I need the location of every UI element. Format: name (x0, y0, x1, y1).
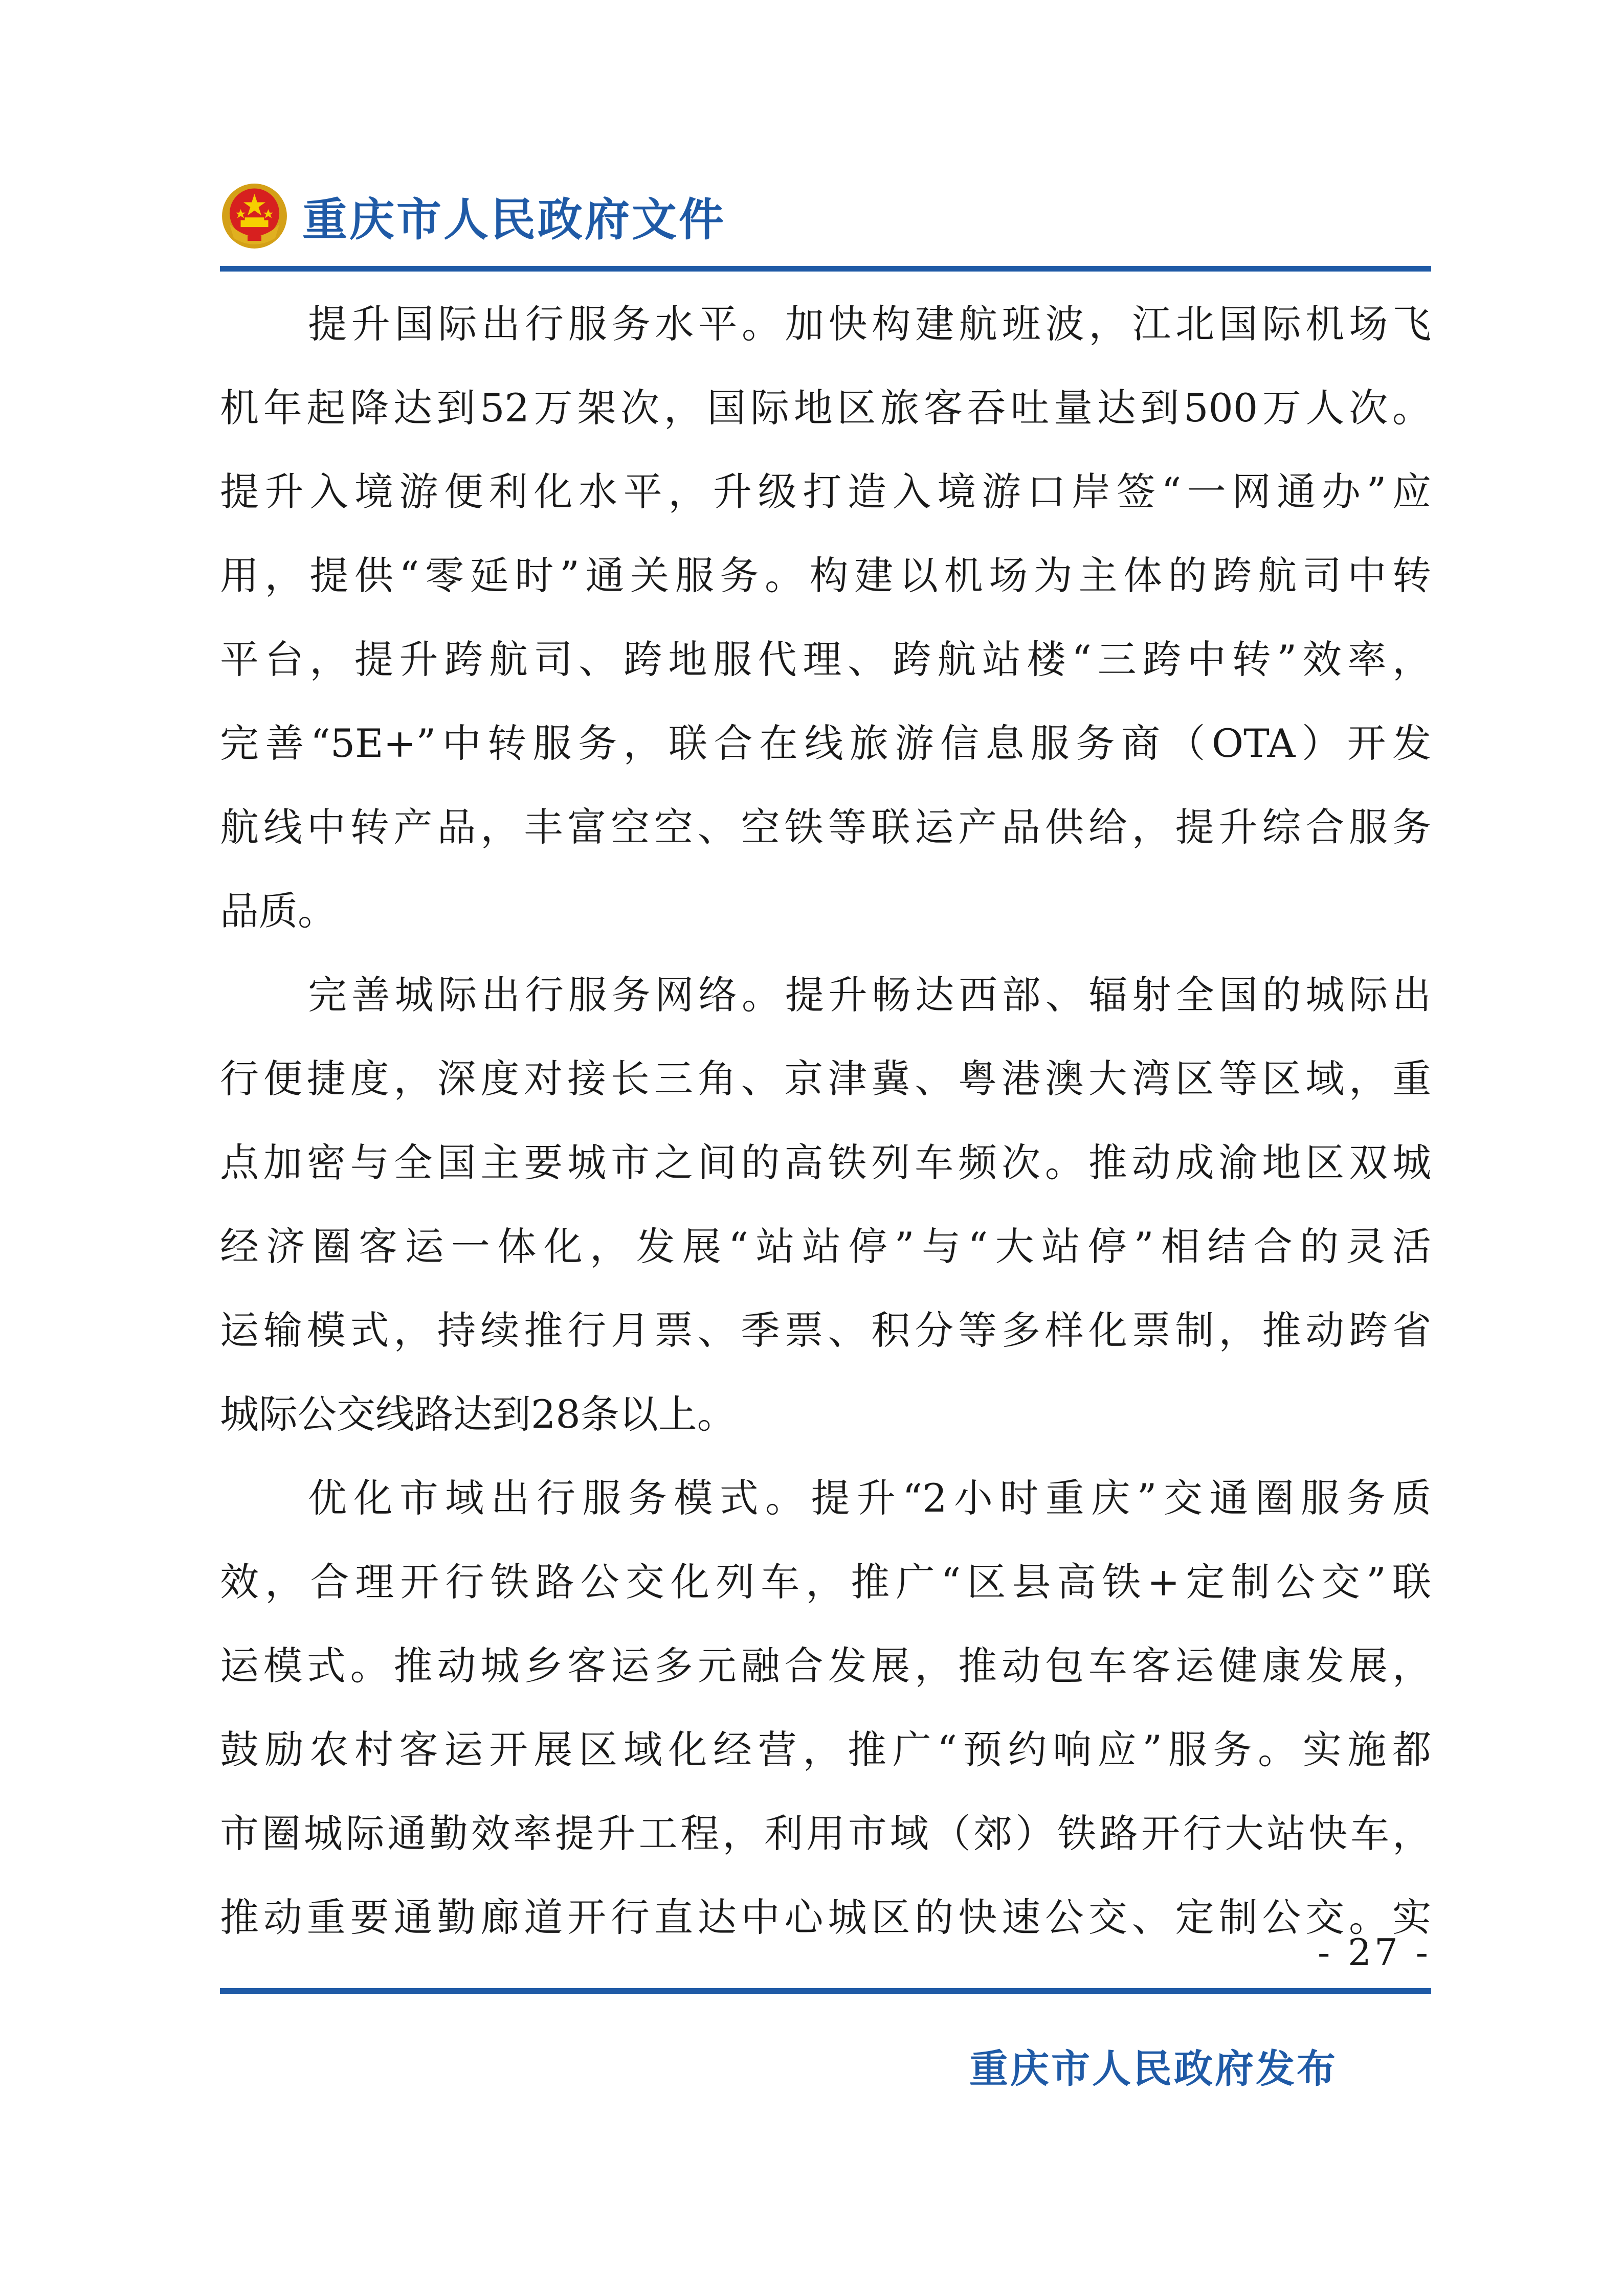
national-emblem-icon (220, 182, 289, 251)
text-line: 行便捷度，深度对接长三角、京津冀、粤港澳大湾区等区域，重 (220, 1056, 1431, 1101)
document-body (220, 282, 1431, 1960)
text-line: 完善城际出行服务网络。提升畅达西部、辐射全国的城际出 (308, 972, 1431, 1018)
text-line: 品质。 (220, 888, 337, 934)
text-line: 提升国际出行服务水平。加快构建航班波，江北国际机场飞 (308, 301, 1431, 347)
text-line: 点加密与全国主要城市之间的高铁列车频次。推动成渝地区双城 (220, 1140, 1431, 1185)
text-line: 机年起降达到52万架次，国际地区旅客吞吐量达到500万人次。 (220, 385, 1431, 431)
text-line: 运模式。推动城乡客运多元融合发展，推动包车客运健康发展， (220, 1643, 1431, 1689)
text-line: 完善“5E+”中转服务，联合在线旅游信息服务商（OTA）开发 (220, 721, 1431, 766)
text-line: 航线中转产品，丰富空空、空铁等联运产品供给，提升综合服务 (220, 804, 1431, 850)
paragraph (220, 1456, 1431, 1960)
header-divider (220, 266, 1431, 272)
text-line: 效，合理开行铁路公交化列车，推广“区县高铁+定制公交”联 (220, 1559, 1431, 1605)
text-line: 平台，提升跨航司、跨地服代理、跨航站楼“三跨中转”效率， (220, 637, 1431, 682)
paragraph (220, 953, 1431, 1456)
document-header (220, 182, 726, 251)
footer-divider (220, 1988, 1431, 1994)
text-line: 提升入境游便利化水平，升级打造入境游口岸签“一网通办”应 (220, 469, 1431, 514)
text-line: 推动重要通勤廊道开行直达中心城区的快速公交、定制公交。实 (220, 1895, 1431, 1940)
text-line: 市圈城际通勤效率提升工程，利用市域（郊）铁路开行大站快车， (220, 1811, 1431, 1856)
footer-publisher: 重庆市人民政府发布 (969, 2046, 1338, 2091)
page-number: - 27 - (1317, 1931, 1431, 1974)
text-line: 鼓励农村客运开展区域化经营，推广“预约响应”服务。实施都 (220, 1727, 1431, 1772)
text-line: 城际公交线路达到28条以上。 (220, 1391, 736, 1437)
text-line: 运输模式，持续推行月票、季票、积分等多样化票制，推动跨省 (220, 1308, 1431, 1353)
header-title: 重庆市人民政府文件 (302, 193, 726, 246)
text-line: 优化市域出行服务模式。提升“2小时重庆”交通圈服务质 (308, 1475, 1431, 1521)
text-line: 用，提供“零延时”通关服务。构建以机场为主体的跨航司中转 (220, 553, 1431, 598)
text-line: 经济圈客运一体化，发展“站站停”与“大站停”相结合的灵活 (220, 1224, 1431, 1269)
paragraph (220, 282, 1431, 953)
